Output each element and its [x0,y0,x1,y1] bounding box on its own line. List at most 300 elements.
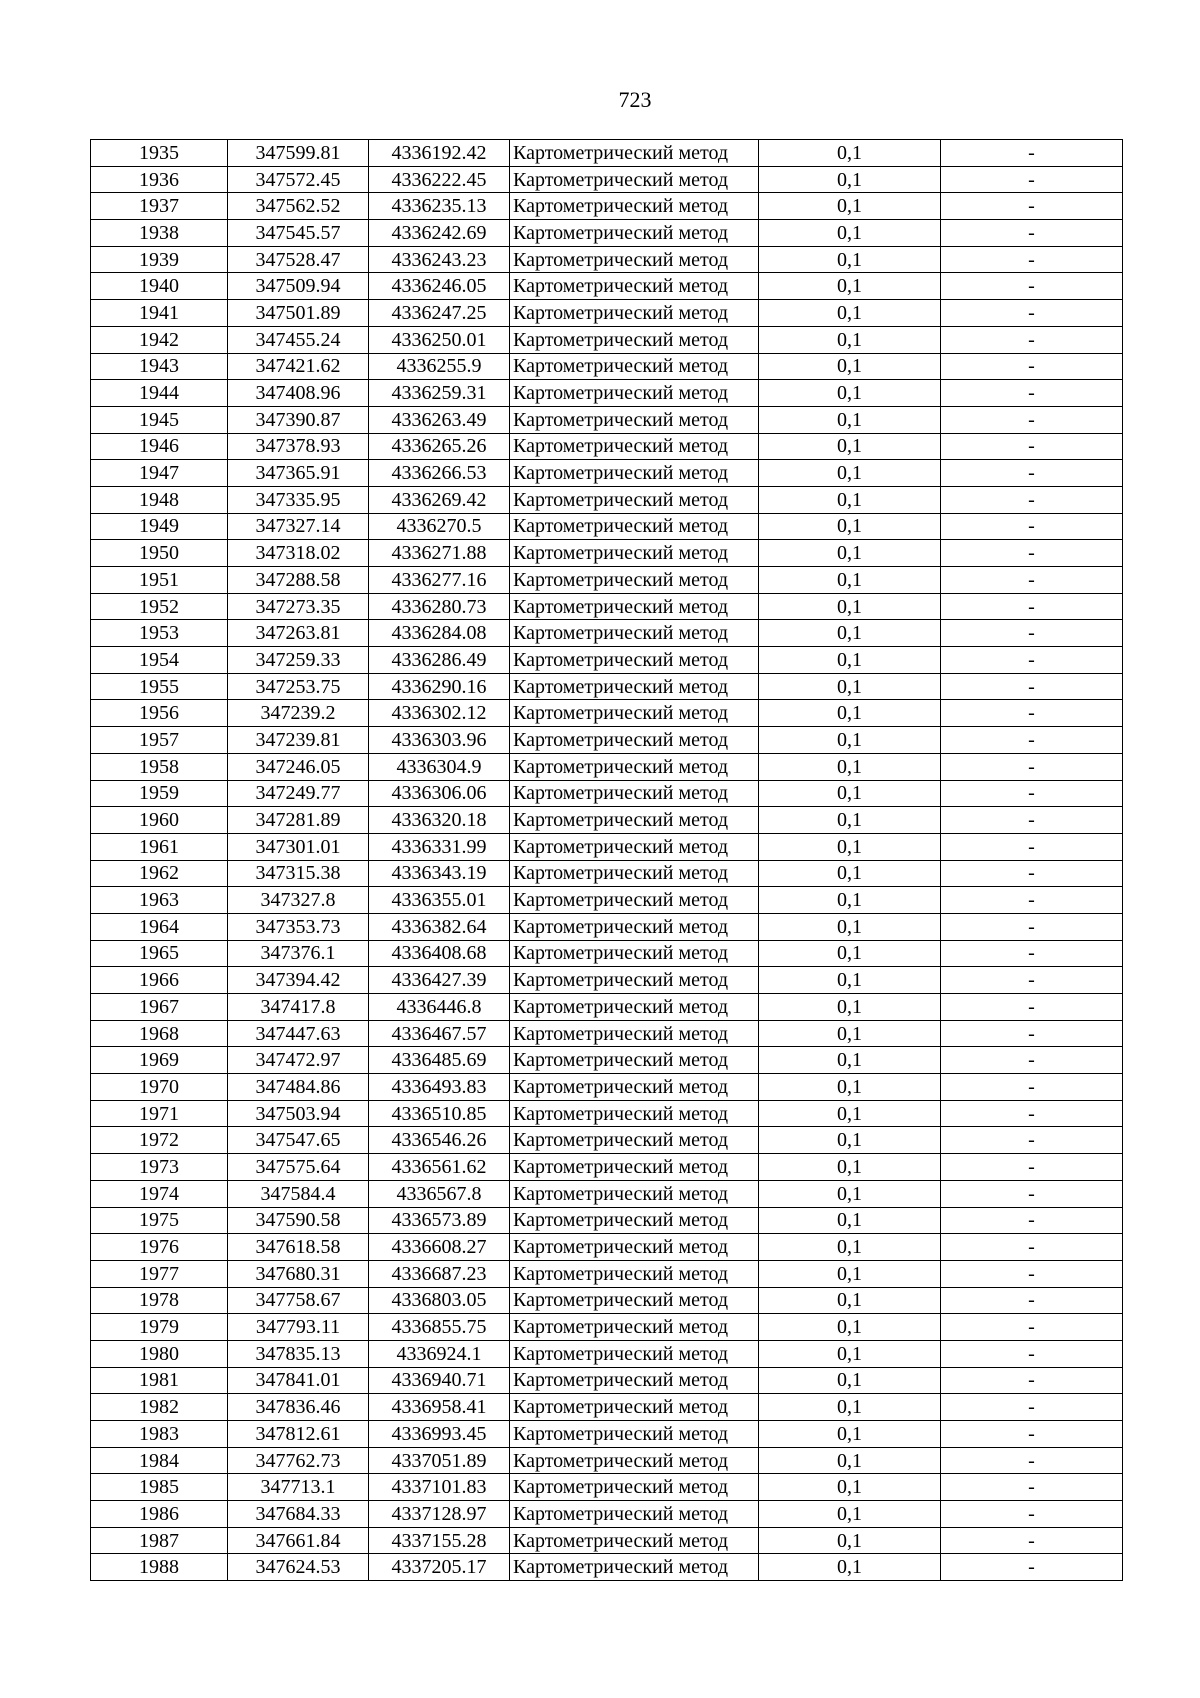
x-coordinate-cell: 347376.1 [228,940,369,967]
accuracy-cell: 0,1 [759,1180,941,1207]
method-cell: Картометрический метод [510,140,759,167]
point-number-cell: 1958 [91,753,228,780]
method-cell: Картометрический метод [510,486,759,513]
x-coordinate-cell: 347545.57 [228,220,369,247]
description-cell: - [941,887,1123,914]
method-cell: Картометрический метод [510,593,759,620]
accuracy-cell: 0,1 [759,1287,941,1314]
point-number-cell: 1975 [91,1207,228,1234]
accuracy-cell: 0,1 [759,647,941,674]
description-cell: - [941,727,1123,754]
accuracy-cell: 0,1 [759,860,941,887]
x-coordinate-cell: 347836.46 [228,1394,369,1421]
point-number-cell: 1980 [91,1340,228,1367]
method-cell: Картометрический метод [510,887,759,914]
point-number-cell: 1937 [91,193,228,220]
point-number-cell: 1953 [91,620,228,647]
y-coordinate-cell: 4336567.8 [369,1180,510,1207]
method-cell: Картометрический метод [510,940,759,967]
method-cell: Картометрический метод [510,833,759,860]
table-row [91,887,1123,914]
table-row [91,513,1123,540]
method-cell: Картометрический метод [510,406,759,433]
table-row [91,833,1123,860]
y-coordinate-cell: 4336263.49 [369,406,510,433]
method-cell: Картометрический метод [510,967,759,994]
description-cell: - [941,353,1123,380]
description-cell: - [941,1154,1123,1181]
accuracy-cell: 0,1 [759,753,941,780]
y-coordinate-cell: 4336446.8 [369,994,510,1021]
description-cell: - [941,1474,1123,1501]
description-cell: - [941,1234,1123,1261]
method-cell: Картометрический метод [510,727,759,754]
method-cell: Картометрический метод [510,1394,759,1421]
point-number-cell: 1950 [91,540,228,567]
point-number-cell: 1948 [91,486,228,513]
point-number-cell: 1977 [91,1260,228,1287]
accuracy-cell: 0,1 [759,1100,941,1127]
x-coordinate-cell: 347408.96 [228,380,369,407]
accuracy-cell: 0,1 [759,406,941,433]
table-row [91,1047,1123,1074]
table-row [91,1154,1123,1181]
method-cell: Картометрический метод [510,540,759,567]
y-coordinate-cell: 4336993.45 [369,1421,510,1448]
y-coordinate-cell: 4336271.88 [369,540,510,567]
accuracy-cell: 0,1 [759,1474,941,1501]
point-number-cell: 1935 [91,140,228,167]
y-coordinate-cell: 4336608.27 [369,1234,510,1261]
table-row [91,1287,1123,1314]
point-number-cell: 1962 [91,860,228,887]
accuracy-cell: 0,1 [759,994,941,1021]
y-coordinate-cell: 4336493.83 [369,1074,510,1101]
table-row [91,860,1123,887]
point-number-cell: 1978 [91,1287,228,1314]
x-coordinate-cell: 347447.63 [228,1020,369,1047]
x-coordinate-cell: 347421.62 [228,353,369,380]
y-coordinate-cell: 4337101.83 [369,1474,510,1501]
description-cell: - [941,620,1123,647]
x-coordinate-cell: 347599.81 [228,140,369,167]
description-cell: - [941,753,1123,780]
table-row [91,326,1123,353]
x-coordinate-cell: 347812.61 [228,1421,369,1448]
method-cell: Картометрический метод [510,1047,759,1074]
method-cell: Картометрический метод [510,166,759,193]
accuracy-cell: 0,1 [759,1367,941,1394]
point-number-cell: 1955 [91,673,228,700]
method-cell: Картометрический метод [510,1447,759,1474]
point-number-cell: 1952 [91,593,228,620]
point-number-cell: 1941 [91,300,228,327]
y-coordinate-cell: 4336331.99 [369,833,510,860]
point-number-cell: 1957 [91,727,228,754]
table-row [91,246,1123,273]
x-coordinate-cell: 347417.8 [228,994,369,1021]
y-coordinate-cell: 4336284.08 [369,620,510,647]
table-row [91,1501,1123,1528]
point-number-cell: 1979 [91,1314,228,1341]
accuracy-cell: 0,1 [759,246,941,273]
y-coordinate-cell: 4336408.68 [369,940,510,967]
x-coordinate-cell: 347239.2 [228,700,369,727]
y-coordinate-cell: 4336246.05 [369,273,510,300]
x-coordinate-cell: 347509.94 [228,273,369,300]
point-number-cell: 1976 [91,1234,228,1261]
method-cell: Картометрический метод [510,1180,759,1207]
description-cell: - [941,540,1123,567]
description-cell: - [941,273,1123,300]
description-cell: - [941,1207,1123,1234]
accuracy-cell: 0,1 [759,1421,941,1448]
point-number-cell: 1959 [91,780,228,807]
accuracy-cell: 0,1 [759,1154,941,1181]
table-row [91,1234,1123,1261]
x-coordinate-cell: 347762.73 [228,1447,369,1474]
point-number-cell: 1946 [91,433,228,460]
y-coordinate-cell: 4336320.18 [369,807,510,834]
accuracy-cell: 0,1 [759,567,941,594]
point-number-cell: 1960 [91,807,228,834]
y-coordinate-cell: 4336803.05 [369,1287,510,1314]
description-cell: - [941,380,1123,407]
point-number-cell: 1967 [91,994,228,1021]
description-cell: - [941,1260,1123,1287]
table-row [91,1474,1123,1501]
point-number-cell: 1983 [91,1421,228,1448]
table-row [91,940,1123,967]
point-number-cell: 1942 [91,326,228,353]
point-number-cell: 1945 [91,406,228,433]
description-cell: - [941,1447,1123,1474]
method-cell: Картометрический метод [510,673,759,700]
method-cell: Картометрический метод [510,1501,759,1528]
description-cell: - [941,166,1123,193]
accuracy-cell: 0,1 [759,1340,941,1367]
table-row [91,1447,1123,1474]
y-coordinate-cell: 4336546.26 [369,1127,510,1154]
description-cell: - [941,1501,1123,1528]
method-cell: Картометрический метод [510,1154,759,1181]
x-coordinate-cell: 347841.01 [228,1367,369,1394]
y-coordinate-cell: 4336940.71 [369,1367,510,1394]
point-number-cell: 1965 [91,940,228,967]
table-row [91,807,1123,834]
description-cell: - [941,433,1123,460]
description-cell: - [941,780,1123,807]
method-cell: Картометрический метод [510,433,759,460]
method-cell: Картометрический метод [510,620,759,647]
table-row [91,380,1123,407]
description-cell: - [941,220,1123,247]
table-row [91,673,1123,700]
y-coordinate-cell: 4336958.41 [369,1394,510,1421]
accuracy-cell: 0,1 [759,353,941,380]
page-number: 723 [618,87,652,112]
accuracy-cell: 0,1 [759,967,941,994]
x-coordinate-cell: 347584.4 [228,1180,369,1207]
x-coordinate-cell: 347572.45 [228,166,369,193]
method-cell: Картометрический метод [510,353,759,380]
x-coordinate-cell: 347301.01 [228,833,369,860]
table-row [91,1421,1123,1448]
accuracy-cell: 0,1 [759,220,941,247]
description-cell: - [941,1367,1123,1394]
method-cell: Картометрический метод [510,380,759,407]
y-coordinate-cell: 4336259.31 [369,380,510,407]
point-number-cell: 1985 [91,1474,228,1501]
description-cell: - [941,460,1123,487]
table-row [91,300,1123,327]
accuracy-cell: 0,1 [759,1447,941,1474]
y-coordinate-cell: 4336192.42 [369,140,510,167]
y-coordinate-cell: 4336304.9 [369,753,510,780]
x-coordinate-cell: 347590.58 [228,1207,369,1234]
description-cell: - [941,833,1123,860]
y-coordinate-cell: 4336250.01 [369,326,510,353]
description-cell: - [941,994,1123,1021]
table-row [91,1127,1123,1154]
method-cell: Картометрический метод [510,1287,759,1314]
table-row [91,994,1123,1021]
description-cell: - [941,1047,1123,1074]
table-row [91,460,1123,487]
x-coordinate-cell: 347835.13 [228,1340,369,1367]
point-number-cell: 1981 [91,1367,228,1394]
method-cell: Картометрический метод [510,1474,759,1501]
y-coordinate-cell: 4336286.49 [369,647,510,674]
point-number-cell: 1949 [91,513,228,540]
table-row [91,620,1123,647]
point-number-cell: 1943 [91,353,228,380]
y-coordinate-cell: 4336270.5 [369,513,510,540]
method-cell: Картометрический метод [510,567,759,594]
description-cell: - [941,513,1123,540]
y-coordinate-cell: 4336355.01 [369,887,510,914]
description-cell: - [941,1527,1123,1554]
accuracy-cell: 0,1 [759,300,941,327]
accuracy-cell: 0,1 [759,140,941,167]
table-row [91,1180,1123,1207]
y-coordinate-cell: 4337128.97 [369,1501,510,1528]
y-coordinate-cell: 4337051.89 [369,1447,510,1474]
accuracy-cell: 0,1 [759,1207,941,1234]
y-coordinate-cell: 4337205.17 [369,1554,510,1581]
table-row [91,1527,1123,1554]
table-row [91,353,1123,380]
accuracy-cell: 0,1 [759,1020,941,1047]
point-number-cell: 1956 [91,700,228,727]
x-coordinate-cell: 347239.81 [228,727,369,754]
y-coordinate-cell: 4336302.12 [369,700,510,727]
x-coordinate-cell: 347503.94 [228,1100,369,1127]
accuracy-cell: 0,1 [759,460,941,487]
description-cell: - [941,940,1123,967]
y-coordinate-cell: 4336266.53 [369,460,510,487]
method-cell: Картометрический метод [510,1527,759,1554]
x-coordinate-cell: 347263.81 [228,620,369,647]
point-number-cell: 1969 [91,1047,228,1074]
x-coordinate-cell: 347758.67 [228,1287,369,1314]
x-coordinate-cell: 347390.87 [228,406,369,433]
method-cell: Картометрический метод [510,273,759,300]
table-row [91,913,1123,940]
y-coordinate-cell: 4336242.69 [369,220,510,247]
table-row [91,220,1123,247]
table-row [91,1020,1123,1047]
point-number-cell: 1988 [91,1554,228,1581]
method-cell: Картометрический метод [510,1074,759,1101]
description-cell: - [941,140,1123,167]
table-row [91,647,1123,674]
description-cell: - [941,1127,1123,1154]
table-row [91,727,1123,754]
point-number-cell: 1951 [91,567,228,594]
method-cell: Картометрический метод [510,1234,759,1261]
method-cell: Картометрический метод [510,1314,759,1341]
x-coordinate-cell: 347575.64 [228,1154,369,1181]
x-coordinate-cell: 347288.58 [228,567,369,594]
point-number-cell: 1939 [91,246,228,273]
method-cell: Картометрический метод [510,1367,759,1394]
description-cell: - [941,567,1123,594]
method-cell: Картометрический метод [510,753,759,780]
x-coordinate-cell: 347562.52 [228,193,369,220]
point-number-cell: 1966 [91,967,228,994]
accuracy-cell: 0,1 [759,1074,941,1101]
description-cell: - [941,593,1123,620]
method-cell: Картометрический метод [510,1127,759,1154]
point-number-cell: 1970 [91,1074,228,1101]
y-coordinate-cell: 4336306.06 [369,780,510,807]
method-cell: Картометрический метод [510,1260,759,1287]
description-cell: - [941,406,1123,433]
x-coordinate-cell: 347259.33 [228,647,369,674]
accuracy-cell: 0,1 [759,193,941,220]
point-number-cell: 1964 [91,913,228,940]
y-coordinate-cell: 4336303.96 [369,727,510,754]
x-coordinate-cell: 347249.77 [228,780,369,807]
point-number-cell: 1940 [91,273,228,300]
accuracy-cell: 0,1 [759,166,941,193]
x-coordinate-cell: 347273.35 [228,593,369,620]
method-cell: Картометрический метод [510,1554,759,1581]
table-row [91,540,1123,567]
method-cell: Картометрический метод [510,246,759,273]
table-row [91,1554,1123,1581]
x-coordinate-cell: 347315.38 [228,860,369,887]
table-row [91,406,1123,433]
x-coordinate-cell: 347327.8 [228,887,369,914]
y-coordinate-cell: 4336269.42 [369,486,510,513]
method-cell: Картометрический метод [510,860,759,887]
point-number-cell: 1961 [91,833,228,860]
accuracy-cell: 0,1 [759,727,941,754]
accuracy-cell: 0,1 [759,1501,941,1528]
table-row [91,140,1123,167]
method-cell: Картометрический метод [510,807,759,834]
table-row [91,1367,1123,1394]
x-coordinate-cell: 347281.89 [228,807,369,834]
point-number-cell: 1954 [91,647,228,674]
description-cell: - [941,647,1123,674]
table-row [91,753,1123,780]
y-coordinate-cell: 4336280.73 [369,593,510,620]
y-coordinate-cell: 4336382.64 [369,913,510,940]
description-cell: - [941,1340,1123,1367]
table-row [91,567,1123,594]
accuracy-cell: 0,1 [759,673,941,700]
method-cell: Картометрический метод [510,780,759,807]
x-coordinate-cell: 347353.73 [228,913,369,940]
y-coordinate-cell: 4336561.62 [369,1154,510,1181]
x-coordinate-cell: 347547.65 [228,1127,369,1154]
description-cell: - [941,1554,1123,1581]
description-cell: - [941,673,1123,700]
accuracy-cell: 0,1 [759,540,941,567]
method-cell: Картометрический метод [510,700,759,727]
point-number-cell: 1973 [91,1154,228,1181]
accuracy-cell: 0,1 [759,807,941,834]
y-coordinate-cell: 4336573.89 [369,1207,510,1234]
accuracy-cell: 0,1 [759,1127,941,1154]
description-cell: - [941,860,1123,887]
accuracy-cell: 0,1 [759,273,941,300]
description-cell: - [941,1287,1123,1314]
table-row [91,166,1123,193]
accuracy-cell: 0,1 [759,513,941,540]
x-coordinate-cell: 347246.05 [228,753,369,780]
y-coordinate-cell: 4337155.28 [369,1527,510,1554]
point-number-cell: 1982 [91,1394,228,1421]
method-cell: Картометрический метод [510,220,759,247]
description-cell: - [941,326,1123,353]
table-row [91,780,1123,807]
accuracy-cell: 0,1 [759,326,941,353]
description-cell: - [941,1100,1123,1127]
method-cell: Картометрический метод [510,300,759,327]
method-cell: Картометрический метод [510,1100,759,1127]
accuracy-cell: 0,1 [759,486,941,513]
table-row [91,1394,1123,1421]
x-coordinate-cell: 347335.95 [228,486,369,513]
method-cell: Картометрический метод [510,913,759,940]
description-cell: - [941,807,1123,834]
description-cell: - [941,300,1123,327]
y-coordinate-cell: 4336243.23 [369,246,510,273]
x-coordinate-cell: 347680.31 [228,1260,369,1287]
description-cell: - [941,246,1123,273]
method-cell: Картометрический метод [510,1340,759,1367]
table-row [91,1314,1123,1341]
point-number-cell: 1944 [91,380,228,407]
y-coordinate-cell: 4336855.75 [369,1314,510,1341]
x-coordinate-cell: 347318.02 [228,540,369,567]
point-number-cell: 1936 [91,166,228,193]
description-cell: - [941,1314,1123,1341]
point-number-cell: 1971 [91,1100,228,1127]
accuracy-cell: 0,1 [759,700,941,727]
point-number-cell: 1968 [91,1020,228,1047]
table-row [91,1340,1123,1367]
x-coordinate-cell: 347327.14 [228,513,369,540]
table-row [91,486,1123,513]
accuracy-cell: 0,1 [759,1314,941,1341]
y-coordinate-cell: 4336235.13 [369,193,510,220]
x-coordinate-cell: 347484.86 [228,1074,369,1101]
